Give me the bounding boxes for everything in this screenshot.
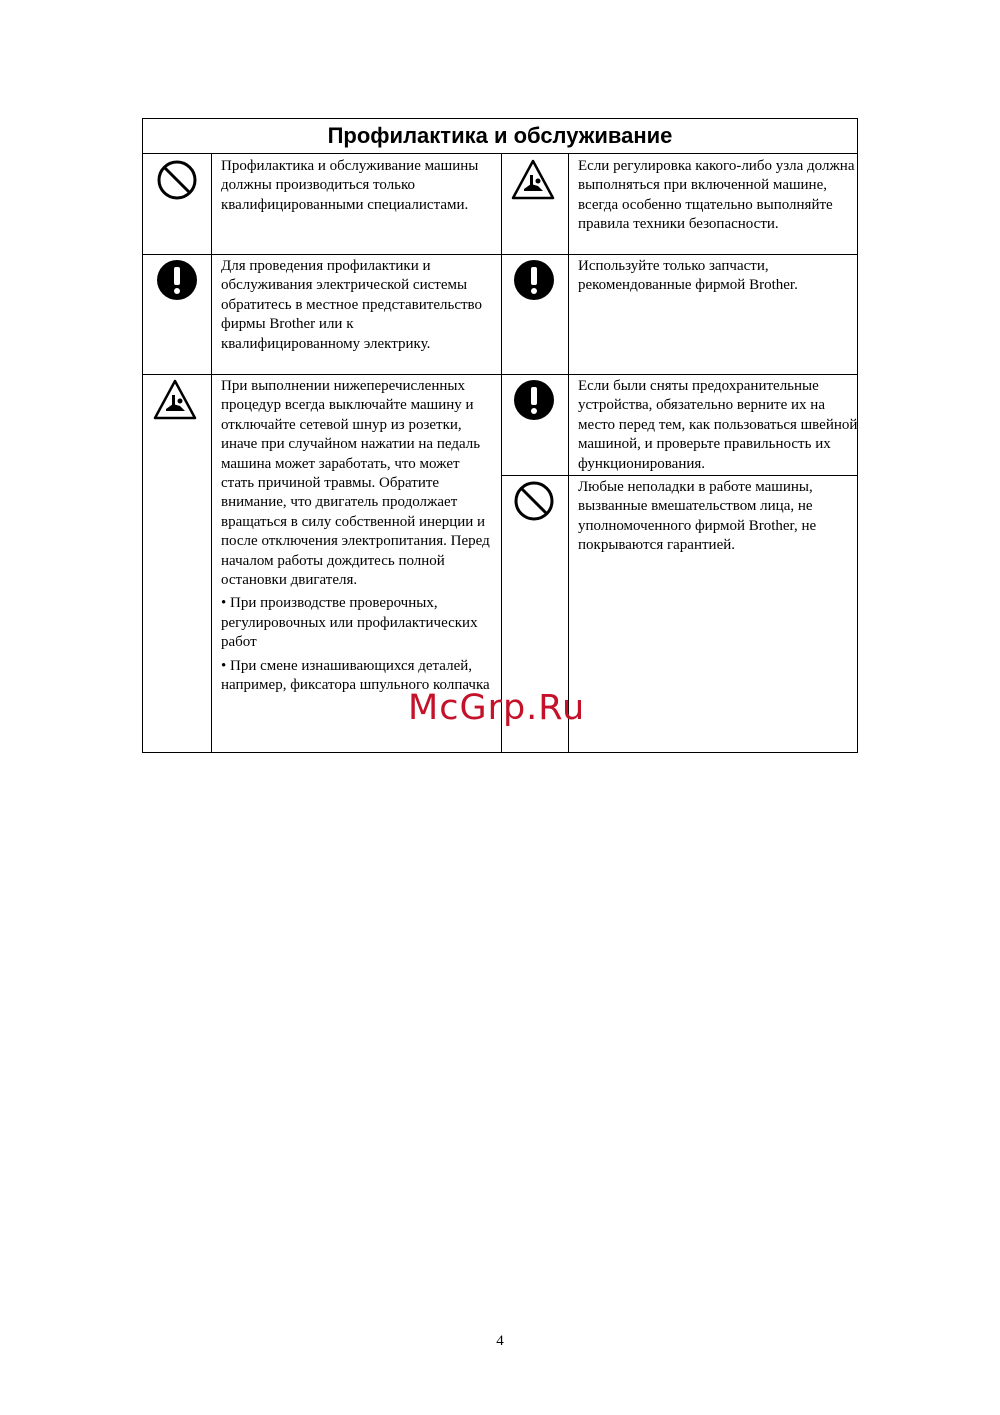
cell-text: Если были сняты предохранительные устройства, обязательно верните их на место перед тем, как пользоваться швейной машиной, и проверьте правильность их функционирования. <box>578 378 858 472</box>
column-divider <box>211 154 212 752</box>
cell-text: Если регулировка какого-либо узла должна выполняться при включенной машине, всегда особенно тщательно выполняйте правила техники безопасности. <box>578 158 855 233</box>
maintenance-table <box>142 118 858 753</box>
list-item: • При производстве проверочных, регулировочных или профилактических работ <box>221 595 478 651</box>
cell-text: Профилактика и обслуживание машины должны производиться только квалифицированными специалистами. <box>221 158 479 213</box>
mandatory-exclamation-icon <box>512 258 556 302</box>
prohibition-icon <box>155 158 199 202</box>
prohibition-icon <box>512 479 556 523</box>
list-item: • При смене изнашивающихся деталей, например, фиксатора шпульного колпачка <box>221 657 490 694</box>
cell-text: Для проведения профилактики и обслуживания электрической системы обратитесь в местное представительство фирмы Brother или к квалифицированному электрику. <box>221 258 483 352</box>
cell-text: При выполнении нижеперечисленных процедур всегда выключайте машину и отключайте сетевой шнур из розетки, иначе при случайном нажатии на педаль машина может заработать, что может стать причиной травмы. Обратите внимание, что двигатель продолжает вращаться в силу собственной инерции и после отключения электропитания. Перед началом работы дождитесь полной остановки двигателя. <box>221 378 490 589</box>
page-number: 4 <box>496 1333 504 1349</box>
column-divider <box>568 154 569 752</box>
row-divider <box>143 254 858 255</box>
row-divider <box>501 475 858 476</box>
cell-text: Используйте только запчасти, рекомендованные фирмой Brother. <box>578 258 798 294</box>
table-title: Профилактика и обслуживание <box>143 119 857 154</box>
cell-text: Любые неполадки в работе машины, вызванные вмешательством лица, не уполномоченного фирмой Brother, не покрываются гарантией. <box>578 479 817 554</box>
mandatory-exclamation-icon <box>512 378 556 422</box>
row-divider <box>143 374 858 375</box>
watermark: McGrp.Ru <box>408 688 586 728</box>
cell-text-block <box>221 377 496 696</box>
mandatory-exclamation-icon <box>155 258 199 302</box>
hand-injury-warning-icon <box>153 378 197 422</box>
hand-injury-warning-icon <box>511 158 555 202</box>
column-divider <box>501 154 502 752</box>
